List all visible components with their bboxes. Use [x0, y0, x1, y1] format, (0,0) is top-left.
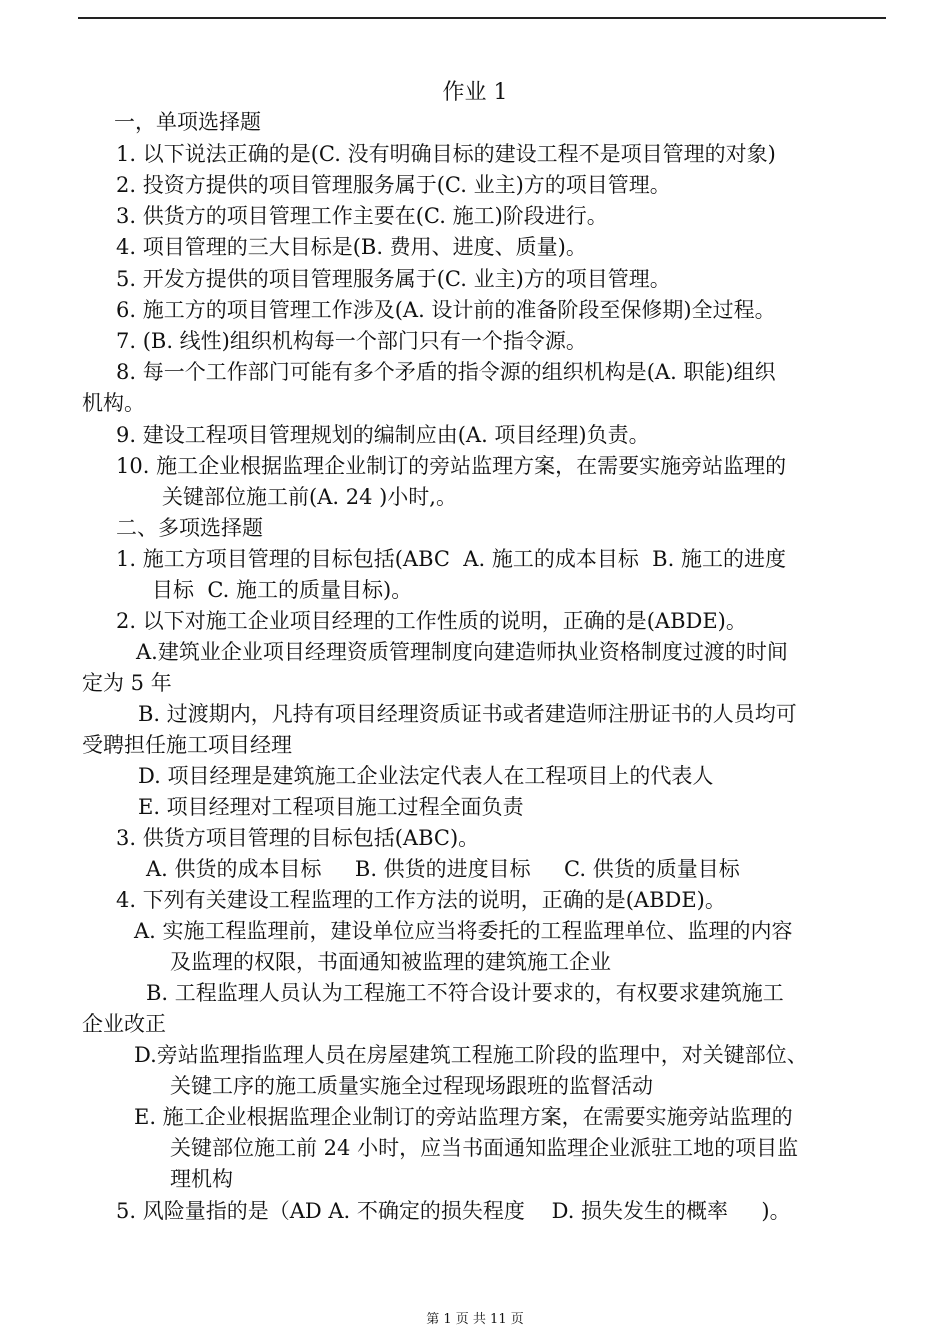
question-line: E. 施工企业根据监理企业制订的旁站监理方案，在需要实施旁站监理的	[134, 1105, 793, 1129]
question-line: 3. 供货方项目管理的目标包括(ABC)。	[116, 826, 480, 850]
question-line: 关键工序的施工质量实施全过程现场跟班的监督活动	[170, 1074, 653, 1098]
question-line: B. 工程监理人员认为工程施工不符合设计要求的，有权要求建筑施工	[146, 981, 784, 1005]
question-line: 关键部位施工前(A. 24 )小时,。	[162, 485, 457, 509]
question-line: 9. 建设工程项目管理规划的编制应由(A. 项目经理)负责。	[116, 423, 650, 447]
question-line: 8. 每一个工作部门可能有多个矛盾的指令源的组织机构是(A. 职能)组织	[116, 360, 776, 384]
question-line: 4. 项目管理的三大目标是(B. 费用、进度、质量)。	[116, 235, 587, 259]
question-line: 3. 供货方的项目管理工作主要在(C. 施工)阶段进行。	[116, 204, 608, 228]
question-line: 理机构	[170, 1167, 233, 1191]
question-line: A.建筑业企业项目经理资质管理制度向建造师执业资格制度过渡的时间	[136, 640, 788, 664]
question-line: E. 项目经理对工程项目施工过程全面负责	[138, 795, 524, 819]
section-heading-single: 一，单项选择题	[114, 110, 261, 134]
question-line: 7. (B. 线性)组织机构每一个部门只有一个指令源。	[116, 329, 587, 353]
question-line: 企业改正	[82, 1012, 166, 1036]
page-title: 作业 1	[442, 80, 508, 105]
question-line: 5. 开发方提供的项目管理服务属于(C. 业主)方的项目管理。	[116, 267, 671, 291]
question-line: 10. 施工企业根据监理企业制订的旁站监理方案，在需要实施旁站监理的	[116, 454, 787, 478]
section-heading-multi: 二、多项选择题	[116, 516, 263, 540]
question-line: A. 实施工程监理前，建设单位应当将委托的工程监理单位、监理的内容	[134, 919, 793, 943]
question-line: D. 项目经理是建筑施工企业法定代表人在工程项目上的代表人	[138, 764, 714, 788]
question-line: 定为 5 年	[82, 671, 172, 695]
header-rule	[78, 17, 886, 19]
question-line: A. 供货的成本目标 B. 供货的进度目标 C. 供货的质量目标	[146, 857, 740, 881]
question-line: 5. 风险量指的是（AD A. 不确定的损失程度 D. 损失发生的概率 )。	[116, 1199, 791, 1223]
question-line: 及监理的权限，书面通知被监理的建筑施工企业	[170, 950, 611, 974]
question-line: 2. 投资方提供的项目管理服务属于(C. 业主)方的项目管理。	[116, 173, 671, 197]
question-line: 1. 施工方项目管理的目标包括(ABC A. 施工的成本目标 B. 施工的进度	[116, 547, 786, 571]
question-line: B. 过渡期内，凡持有项目经理资质证书或者建造师注册证书的人员均可	[138, 702, 797, 726]
question-line: D.旁站监理指监理人员在房屋建筑工程施工阶段的监理中，对关键部位、	[134, 1043, 808, 1067]
question-line: 6. 施工方的项目管理工作涉及(A. 设计前的准备阶段至保修期)全过程。	[116, 298, 776, 322]
question-line: 机构。	[82, 391, 145, 415]
question-line: 2. 以下对施工企业项目经理的工作性质的说明，正确的是(ABDE)。	[116, 609, 747, 633]
question-line: 1. 以下说法正确的是(C. 没有明确目标的建设工程不是项目管理的对象)	[116, 142, 776, 166]
question-line: 目标 C. 施工的质量目标)。	[152, 578, 413, 602]
question-line: 受聘担任施工项目经理	[82, 733, 292, 757]
question-line: 4. 下列有关建设工程监理的工作方法的说明，正确的是(ABDE)。	[116, 888, 726, 912]
question-line: 关键部位施工前 24 小时，应当书面通知监理企业派驻工地的项目监	[170, 1136, 799, 1160]
page-footer: 第 1 页 共 11 页	[426, 1312, 524, 1327]
